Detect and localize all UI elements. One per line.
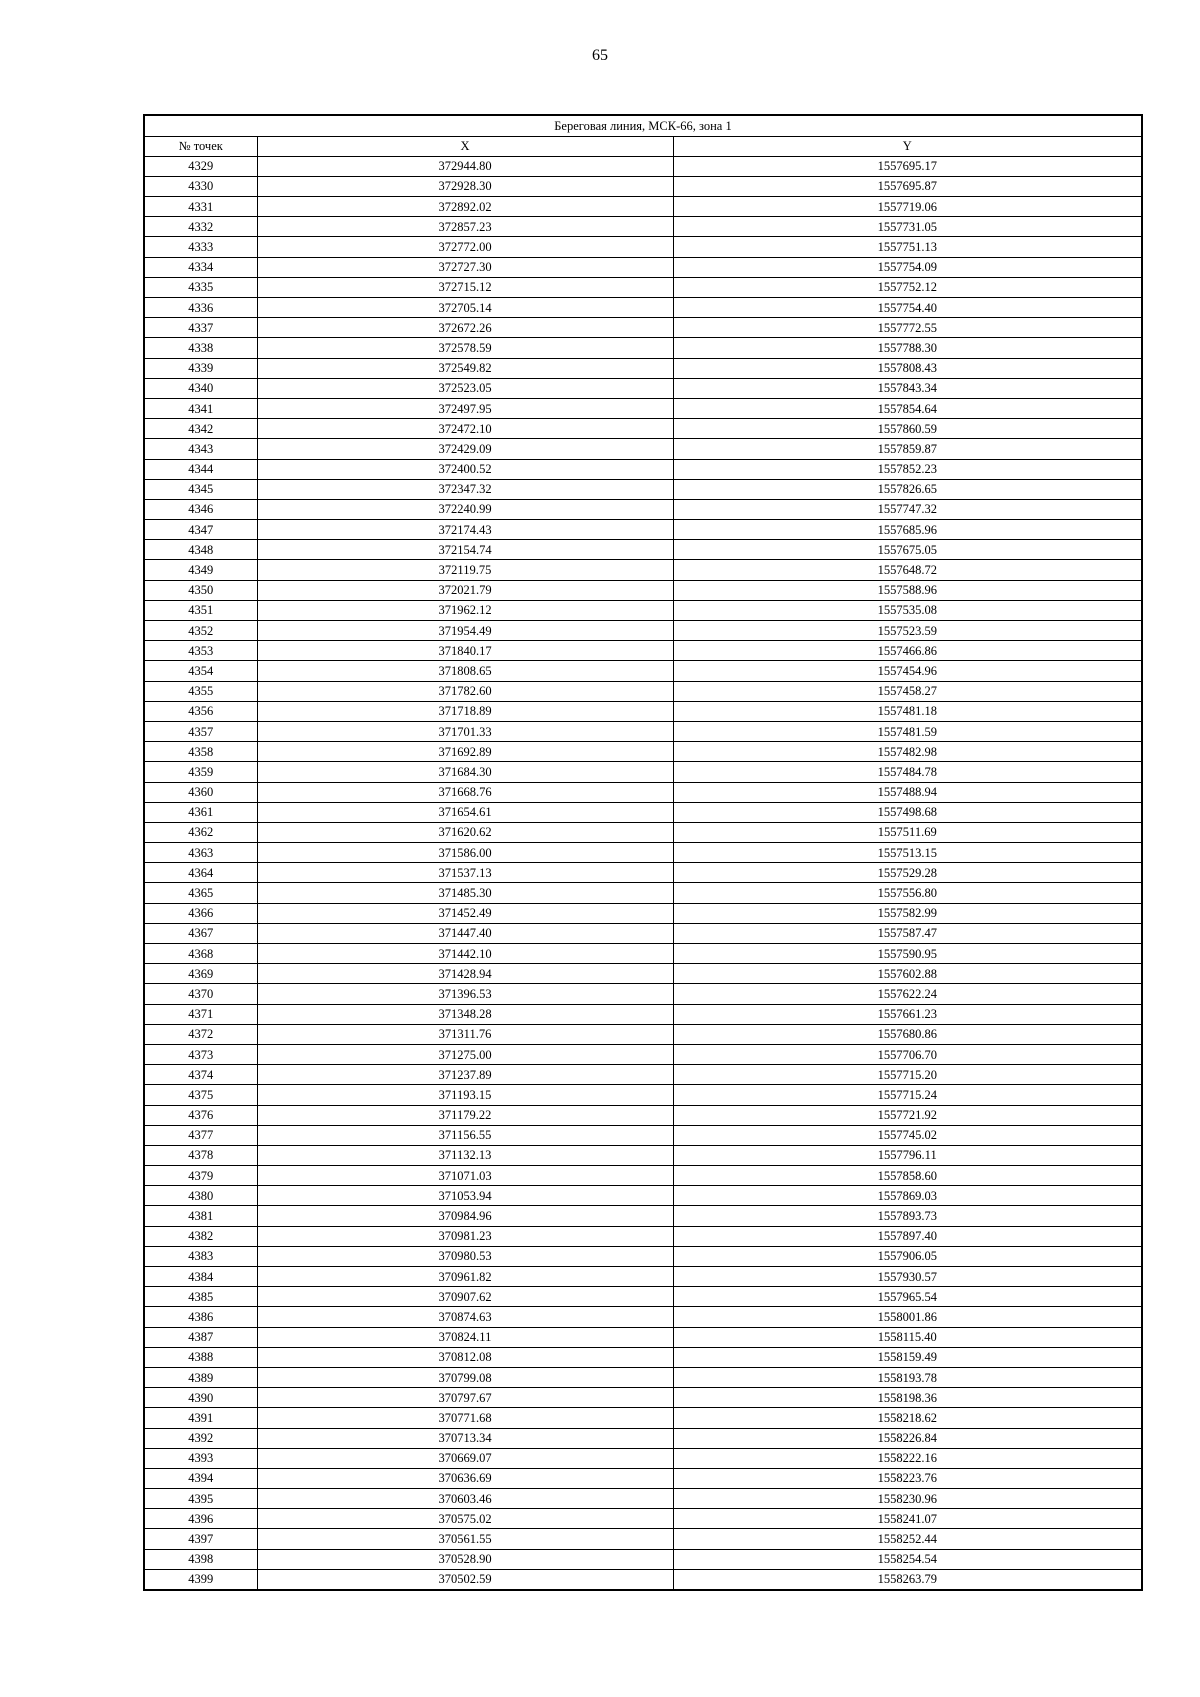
cell-point-number: 4380 <box>144 1186 257 1206</box>
cell-y: 1557482.98 <box>673 742 1142 762</box>
table-row <box>144 1125 1142 1145</box>
cell-y: 1557675.05 <box>673 540 1142 560</box>
cell-point-number: 4389 <box>144 1367 257 1387</box>
cell-y: 1557715.20 <box>673 1065 1142 1085</box>
cell-y: 1557484.78 <box>673 762 1142 782</box>
table-row <box>144 1448 1142 1468</box>
cell-x: 370797.67 <box>257 1388 673 1408</box>
cell-y: 1557965.54 <box>673 1287 1142 1307</box>
cell-y: 1558193.78 <box>673 1367 1142 1387</box>
cell-y: 1557897.40 <box>673 1226 1142 1246</box>
cell-x: 372429.09 <box>257 439 673 459</box>
table-row <box>144 1024 1142 1044</box>
cell-x: 371620.62 <box>257 822 673 842</box>
cell-y: 1557796.11 <box>673 1145 1142 1165</box>
table-row <box>144 1468 1142 1488</box>
cell-x: 371537.13 <box>257 863 673 883</box>
cell-point-number: 4381 <box>144 1206 257 1226</box>
table-row <box>144 1166 1142 1186</box>
table-row <box>144 1367 1142 1387</box>
cell-x: 371452.49 <box>257 903 673 923</box>
cell-y: 1558241.07 <box>673 1509 1142 1529</box>
cell-y: 1557930.57 <box>673 1267 1142 1287</box>
cell-x: 372400.52 <box>257 459 673 479</box>
cell-y: 1557685.96 <box>673 520 1142 540</box>
cell-point-number: 4357 <box>144 721 257 741</box>
table-row <box>144 358 1142 378</box>
cell-x: 371311.76 <box>257 1024 673 1044</box>
column-header-point-number: № точек <box>144 136 257 156</box>
cell-x: 370980.53 <box>257 1246 673 1266</box>
cell-y: 1557893.73 <box>673 1206 1142 1226</box>
cell-y: 1557511.69 <box>673 822 1142 842</box>
table-row <box>144 176 1142 196</box>
cell-y: 1557513.15 <box>673 843 1142 863</box>
cell-y: 1557721.92 <box>673 1105 1142 1125</box>
cell-point-number: 4387 <box>144 1327 257 1347</box>
table-row <box>144 1388 1142 1408</box>
table-row <box>144 338 1142 358</box>
cell-point-number: 4343 <box>144 439 257 459</box>
table-row <box>144 802 1142 822</box>
cell-x: 371718.89 <box>257 701 673 721</box>
table-row <box>144 217 1142 237</box>
table-row <box>144 883 1142 903</box>
cell-point-number: 4376 <box>144 1105 257 1125</box>
table-row <box>144 237 1142 257</box>
cell-y: 1557556.80 <box>673 883 1142 903</box>
cell-y: 1557458.27 <box>673 681 1142 701</box>
cell-x: 370981.23 <box>257 1226 673 1246</box>
cell-point-number: 4361 <box>144 802 257 822</box>
cell-x: 371442.10 <box>257 944 673 964</box>
table-row <box>144 540 1142 560</box>
table-row <box>144 398 1142 418</box>
table-row <box>144 944 1142 964</box>
table-row <box>144 1044 1142 1064</box>
cell-y: 1557648.72 <box>673 560 1142 580</box>
cell-point-number: 4336 <box>144 298 257 318</box>
cell-x: 370984.96 <box>257 1206 673 1226</box>
cell-y: 1557808.43 <box>673 358 1142 378</box>
cell-point-number: 4372 <box>144 1024 257 1044</box>
cell-point-number: 4338 <box>144 338 257 358</box>
cell-point-number: 4330 <box>144 176 257 196</box>
cell-y: 1557854.64 <box>673 398 1142 418</box>
table-row <box>144 1226 1142 1246</box>
cell-x: 371053.94 <box>257 1186 673 1206</box>
cell-x: 371962.12 <box>257 600 673 620</box>
table-row <box>144 1105 1142 1125</box>
cell-x: 371396.53 <box>257 984 673 1004</box>
cell-point-number: 4362 <box>144 822 257 842</box>
cell-y: 1557622.24 <box>673 984 1142 1004</box>
coordinates-table <box>143 114 1143 1591</box>
cell-point-number: 4346 <box>144 499 257 519</box>
cell-x: 372578.59 <box>257 338 673 358</box>
cell-y: 1558115.40 <box>673 1327 1142 1347</box>
table-row <box>144 560 1142 580</box>
cell-y: 1558222.16 <box>673 1448 1142 1468</box>
cell-x: 371071.03 <box>257 1166 673 1186</box>
cell-x: 370528.90 <box>257 1549 673 1569</box>
cell-x: 370561.55 <box>257 1529 673 1549</box>
cell-point-number: 4345 <box>144 479 257 499</box>
table-row <box>144 1549 1142 1569</box>
cell-point-number: 4348 <box>144 540 257 560</box>
cell-x: 371668.76 <box>257 782 673 802</box>
cell-x: 372472.10 <box>257 419 673 439</box>
cell-point-number: 4359 <box>144 762 257 782</box>
cell-point-number: 4356 <box>144 701 257 721</box>
cell-point-number: 4349 <box>144 560 257 580</box>
cell-point-number: 4390 <box>144 1388 257 1408</box>
table-header-row <box>144 136 1142 156</box>
cell-y: 1557752.12 <box>673 277 1142 297</box>
cell-point-number: 4341 <box>144 398 257 418</box>
cell-x: 370799.08 <box>257 1367 673 1387</box>
cell-y: 1558198.36 <box>673 1388 1142 1408</box>
cell-point-number: 4386 <box>144 1307 257 1327</box>
table-row <box>144 782 1142 802</box>
cell-point-number: 4337 <box>144 318 257 338</box>
cell-point-number: 4397 <box>144 1529 257 1549</box>
cell-x: 370669.07 <box>257 1448 673 1468</box>
cell-point-number: 4392 <box>144 1428 257 1448</box>
cell-x: 372705.14 <box>257 298 673 318</box>
cell-y: 1557535.08 <box>673 600 1142 620</box>
cell-x: 372523.05 <box>257 378 673 398</box>
cell-x: 371654.61 <box>257 802 673 822</box>
cell-point-number: 4391 <box>144 1408 257 1428</box>
cell-point-number: 4383 <box>144 1246 257 1266</box>
cell-y: 1557826.65 <box>673 479 1142 499</box>
cell-y: 1557859.87 <box>673 439 1142 459</box>
cell-x: 372154.74 <box>257 540 673 560</box>
page-number: 65 <box>592 47 608 64</box>
cell-y: 1557754.40 <box>673 298 1142 318</box>
table-row <box>144 964 1142 984</box>
cell-x: 372944.80 <box>257 156 673 176</box>
cell-y: 1557454.96 <box>673 661 1142 681</box>
cell-y: 1557731.05 <box>673 217 1142 237</box>
cell-x: 371156.55 <box>257 1125 673 1145</box>
cell-y: 1557906.05 <box>673 1246 1142 1266</box>
cell-y: 1557590.95 <box>673 944 1142 964</box>
cell-y: 1558230.96 <box>673 1489 1142 1509</box>
cell-point-number: 4365 <box>144 883 257 903</box>
table-row <box>144 1287 1142 1307</box>
cell-y: 1557587.47 <box>673 923 1142 943</box>
cell-point-number: 4335 <box>144 277 257 297</box>
column-header-x: X <box>257 136 673 156</box>
table-row <box>144 499 1142 519</box>
cell-point-number: 4352 <box>144 621 257 641</box>
table-row <box>144 923 1142 943</box>
cell-y: 1557852.23 <box>673 459 1142 479</box>
cell-point-number: 4342 <box>144 419 257 439</box>
table-row <box>144 520 1142 540</box>
cell-point-number: 4375 <box>144 1085 257 1105</box>
table-caption: Береговая линия, МСК-66, зона 1 <box>144 115 1142 136</box>
cell-x: 372174.43 <box>257 520 673 540</box>
table-row <box>144 378 1142 398</box>
cell-y: 1558223.76 <box>673 1468 1142 1488</box>
table-row <box>144 580 1142 600</box>
cell-x: 372892.02 <box>257 197 673 217</box>
cell-point-number: 4353 <box>144 641 257 661</box>
cell-point-number: 4367 <box>144 923 257 943</box>
table-row <box>144 1004 1142 1024</box>
cell-y: 1558254.54 <box>673 1549 1142 1569</box>
cell-x: 372928.30 <box>257 176 673 196</box>
cell-x: 370636.69 <box>257 1468 673 1488</box>
cell-y: 1557772.55 <box>673 318 1142 338</box>
cell-x: 370502.59 <box>257 1569 673 1590</box>
cell-x: 371428.94 <box>257 964 673 984</box>
table-row <box>144 701 1142 721</box>
cell-y: 1557860.59 <box>673 419 1142 439</box>
table-row <box>144 661 1142 681</box>
table-body <box>144 156 1142 1590</box>
cell-point-number: 4370 <box>144 984 257 1004</box>
cell-y: 1558218.62 <box>673 1408 1142 1428</box>
table-row <box>144 1307 1142 1327</box>
cell-point-number: 4371 <box>144 1004 257 1024</box>
cell-point-number: 4388 <box>144 1347 257 1367</box>
cell-y: 1557602.88 <box>673 964 1142 984</box>
cell-x: 371132.13 <box>257 1145 673 1165</box>
cell-x: 370713.34 <box>257 1428 673 1448</box>
cell-y: 1557588.96 <box>673 580 1142 600</box>
cell-y: 1557498.68 <box>673 802 1142 822</box>
cell-point-number: 4385 <box>144 1287 257 1307</box>
cell-x: 372497.95 <box>257 398 673 418</box>
cell-x: 371692.89 <box>257 742 673 762</box>
cell-x: 372347.32 <box>257 479 673 499</box>
table-row <box>144 681 1142 701</box>
cell-y: 1557695.87 <box>673 176 1142 196</box>
cell-point-number: 4377 <box>144 1125 257 1145</box>
cell-x: 370961.82 <box>257 1267 673 1287</box>
cell-y: 1557661.23 <box>673 1004 1142 1024</box>
table-row <box>144 1145 1142 1165</box>
cell-y: 1557788.30 <box>673 338 1142 358</box>
cell-x: 370812.08 <box>257 1347 673 1367</box>
cell-y: 1557747.32 <box>673 499 1142 519</box>
cell-point-number: 4339 <box>144 358 257 378</box>
cell-point-number: 4398 <box>144 1549 257 1569</box>
cell-point-number: 4366 <box>144 903 257 923</box>
table-row <box>144 903 1142 923</box>
table-row <box>144 1428 1142 1448</box>
table-row <box>144 1509 1142 1529</box>
table-row <box>144 1569 1142 1590</box>
cell-x: 372727.30 <box>257 257 673 277</box>
cell-point-number: 4374 <box>144 1065 257 1085</box>
cell-point-number: 4379 <box>144 1166 257 1186</box>
cell-x: 370603.46 <box>257 1489 673 1509</box>
table-row <box>144 863 1142 883</box>
table-row <box>144 277 1142 297</box>
table-row <box>144 641 1142 661</box>
cell-x: 370771.68 <box>257 1408 673 1428</box>
cell-point-number: 4334 <box>144 257 257 277</box>
cell-y: 1557695.17 <box>673 156 1142 176</box>
table-row <box>144 1529 1142 1549</box>
column-header-y: Y <box>673 136 1142 156</box>
cell-y: 1558001.86 <box>673 1307 1142 1327</box>
cell-point-number: 4360 <box>144 782 257 802</box>
table-row <box>144 419 1142 439</box>
table-row <box>144 318 1142 338</box>
cell-y: 1557481.59 <box>673 721 1142 741</box>
table-row <box>144 1327 1142 1347</box>
cell-x: 371179.22 <box>257 1105 673 1125</box>
cell-x: 371782.60 <box>257 681 673 701</box>
cell-y: 1557680.86 <box>673 1024 1142 1044</box>
cell-x: 372672.26 <box>257 318 673 338</box>
cell-point-number: 4329 <box>144 156 257 176</box>
cell-y: 1557715.24 <box>673 1085 1142 1105</box>
cell-point-number: 4378 <box>144 1145 257 1165</box>
cell-x: 372772.00 <box>257 237 673 257</box>
cell-point-number: 4331 <box>144 197 257 217</box>
table-row <box>144 156 1142 176</box>
cell-y: 1557745.02 <box>673 1125 1142 1145</box>
cell-point-number: 4364 <box>144 863 257 883</box>
cell-y: 1557706.70 <box>673 1044 1142 1064</box>
cell-x: 371275.00 <box>257 1044 673 1064</box>
cell-x: 372857.23 <box>257 217 673 237</box>
table-row <box>144 762 1142 782</box>
cell-point-number: 4333 <box>144 237 257 257</box>
cell-x: 370575.02 <box>257 1509 673 1529</box>
cell-x: 371237.89 <box>257 1065 673 1085</box>
table-row <box>144 1489 1142 1509</box>
cell-x: 371193.15 <box>257 1085 673 1105</box>
table-row <box>144 1186 1142 1206</box>
cell-x: 370824.11 <box>257 1327 673 1347</box>
table-row <box>144 298 1142 318</box>
cell-y: 1557529.28 <box>673 863 1142 883</box>
table-row <box>144 843 1142 863</box>
cell-point-number: 4394 <box>144 1468 257 1488</box>
cell-y: 1558159.49 <box>673 1347 1142 1367</box>
table-row <box>144 439 1142 459</box>
cell-x: 371840.17 <box>257 641 673 661</box>
cell-y: 1557858.60 <box>673 1166 1142 1186</box>
table-row <box>144 1065 1142 1085</box>
cell-point-number: 4396 <box>144 1509 257 1529</box>
cell-x: 371447.40 <box>257 923 673 943</box>
cell-y: 1557488.94 <box>673 782 1142 802</box>
cell-y: 1558252.44 <box>673 1529 1142 1549</box>
cell-y: 1557582.99 <box>673 903 1142 923</box>
cell-point-number: 4354 <box>144 661 257 681</box>
table-row <box>144 459 1142 479</box>
table-row <box>144 1408 1142 1428</box>
cell-y: 1557523.59 <box>673 621 1142 641</box>
table-row <box>144 984 1142 1004</box>
table-row <box>144 600 1142 620</box>
table-row <box>144 621 1142 641</box>
cell-point-number: 4368 <box>144 944 257 964</box>
cell-point-number: 4355 <box>144 681 257 701</box>
cell-point-number: 4369 <box>144 964 257 984</box>
cell-point-number: 4344 <box>144 459 257 479</box>
cell-point-number: 4358 <box>144 742 257 762</box>
cell-point-number: 4347 <box>144 520 257 540</box>
cell-point-number: 4351 <box>144 600 257 620</box>
cell-y: 1557869.03 <box>673 1186 1142 1206</box>
cell-y: 1557466.86 <box>673 641 1142 661</box>
cell-x: 371954.49 <box>257 621 673 641</box>
cell-point-number: 4395 <box>144 1489 257 1509</box>
table-row <box>144 822 1142 842</box>
cell-y: 1558226.84 <box>673 1428 1142 1448</box>
cell-x: 370907.62 <box>257 1287 673 1307</box>
table-row <box>144 257 1142 277</box>
cell-point-number: 4332 <box>144 217 257 237</box>
table-row <box>144 1206 1142 1226</box>
table-caption-row <box>144 115 1142 136</box>
cell-y: 1557754.09 <box>673 257 1142 277</box>
cell-x: 370874.63 <box>257 1307 673 1327</box>
cell-x: 371684.30 <box>257 762 673 782</box>
cell-x: 371586.00 <box>257 843 673 863</box>
cell-x: 372119.75 <box>257 560 673 580</box>
cell-x: 372240.99 <box>257 499 673 519</box>
table-row <box>144 721 1142 741</box>
cell-y: 1557481.18 <box>673 701 1142 721</box>
cell-x: 372549.82 <box>257 358 673 378</box>
table-row <box>144 1085 1142 1105</box>
cell-point-number: 4373 <box>144 1044 257 1064</box>
cell-x: 371485.30 <box>257 883 673 903</box>
cell-point-number: 4363 <box>144 843 257 863</box>
cell-point-number: 4350 <box>144 580 257 600</box>
cell-x: 371808.65 <box>257 661 673 681</box>
cell-x: 371701.33 <box>257 721 673 741</box>
cell-y: 1557751.13 <box>673 237 1142 257</box>
cell-y: 1558263.79 <box>673 1569 1142 1590</box>
cell-point-number: 4399 <box>144 1569 257 1590</box>
cell-x: 372715.12 <box>257 277 673 297</box>
cell-point-number: 4382 <box>144 1226 257 1246</box>
table-row <box>144 479 1142 499</box>
cell-y: 1557719.06 <box>673 197 1142 217</box>
cell-point-number: 4340 <box>144 378 257 398</box>
table-row <box>144 742 1142 762</box>
table-row <box>144 1267 1142 1287</box>
table-row <box>144 197 1142 217</box>
cell-x: 372021.79 <box>257 580 673 600</box>
cell-y: 1557843.34 <box>673 378 1142 398</box>
table-row <box>144 1246 1142 1266</box>
table-row <box>144 1347 1142 1367</box>
cell-x: 371348.28 <box>257 1004 673 1024</box>
cell-point-number: 4393 <box>144 1448 257 1468</box>
cell-point-number: 4384 <box>144 1267 257 1287</box>
